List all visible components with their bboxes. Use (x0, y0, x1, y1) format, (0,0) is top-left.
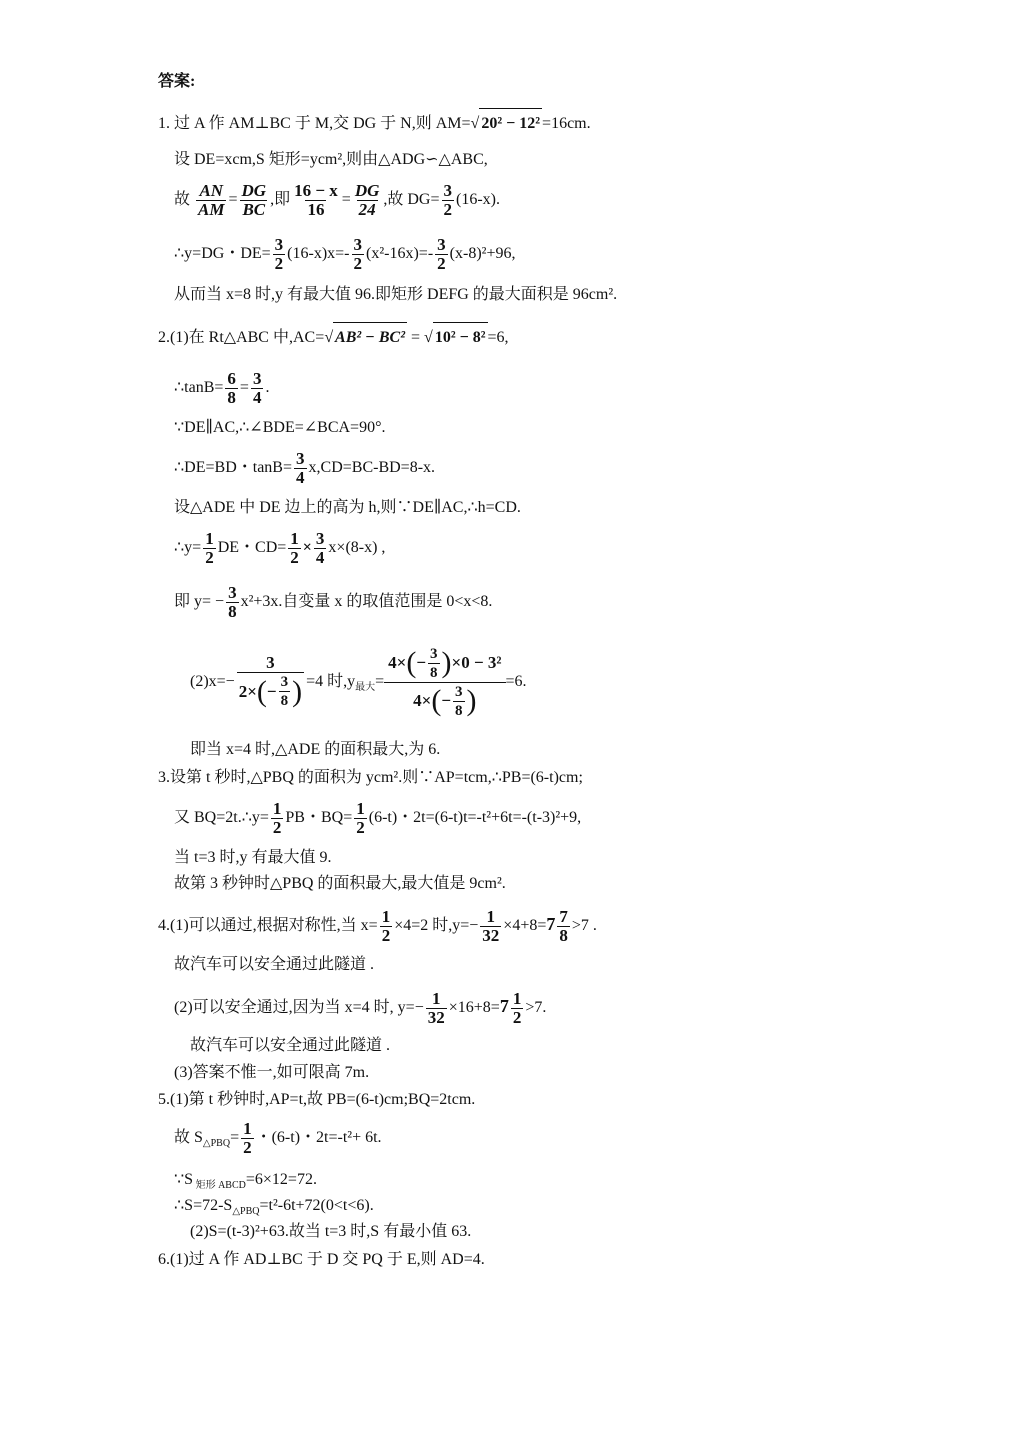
p1-line5: 从而当 x=8 时,y 有最大值 96.即矩形 DEFG 的最大面积是 96cm². (174, 286, 618, 303)
fraction: $\frac{3}{4}$ (296, 448, 305, 487)
fraction: $\frac{3}{8}$ (228, 582, 237, 621)
fraction: $\frac{3}{2}$ (437, 234, 446, 273)
fraction: $\frac{7}{8}$ (559, 906, 568, 945)
fraction: $\frac{1}{2}$ (243, 1118, 252, 1157)
p2-line6: ∴y= $\frac{1}{2}$ DE・CD= $\frac{1}{2}$ × $\frac{3}{4}$ x×(8-x) , (174, 528, 386, 567)
p5-line2: 故 $S_{\triangle PBQ}=$ $\frac{1}{2}$ ・(6-t)・2t=-t²+ 6t. (174, 1118, 382, 1157)
p3-line4: 故第 3 秒钟时△PBQ 的面积最大,最大值是 9cm². (174, 875, 506, 892)
fraction: 4× ( − $\frac{3}{8}$ ) ×0 − 3² 4× ( − $\frac{3}{8}$ ) (386, 645, 503, 720)
fraction: $\frac{16 - x}{16}$ (294, 180, 338, 219)
fraction: $\frac{1}{2}$ (290, 528, 299, 567)
fraction: $\frac{3}{2}$ (443, 180, 453, 219)
fraction: $\frac{3}{4}$ (315, 528, 325, 567)
fraction: $\frac{3}{2}$ (274, 234, 284, 273)
p3-line2: 又 BQ=2t.∴y= $\frac{1}{2}$ PB・BQ= $\frac{1}{2}$ (6-t)・2t=(6-t)t=-t²+6t=-(t-3)²+9, (174, 798, 582, 837)
fraction: 3 2× ( − $\frac{3}{8}$ ) (238, 653, 303, 710)
p4-line5: (3)答案不惟一,如可限高 7m. (174, 1064, 370, 1081)
p5-line3: ∵S $_{矩形 ABCD}$=6×12=72. (174, 1171, 317, 1192)
fraction: $\frac{1}{2}$ (356, 798, 365, 837)
answer-heading: 答案: (158, 73, 196, 90)
fraction: $\frac{1}{2}$ (512, 988, 522, 1027)
p2-line8: (2)x=− 3 2× ( − $\frac{3}{8}$ ) =4 时$,y_{最大}=$ 4× ( − $\frac{3}{8}$ ) ×0 − 3² 4× ( − $\frac{3}{8}$ ) =6. (190, 645, 527, 719)
sqrt-symbol: √ 10² − 8² (424, 322, 488, 353)
p2-line1: 2.(1)在 Rt△ABC 中,AC=√ AB² − BC² = √ 10² − 8² =6, (158, 322, 509, 352)
sqrt-symbol: √ AB² − BC² (324, 322, 407, 353)
p4-line2: 故汽车可以安全通过此隧道 . (174, 956, 375, 973)
p4-line4: 故汽车可以安全通过此隧道 . (190, 1037, 391, 1054)
fraction: $\frac{6}{8}$ (227, 368, 236, 407)
p4-line1: 4.(1)可以通过,根据对称性,当 x= $\frac{1}{2}$ ×4=2 时,y=− $\frac{1}{32}$ ×4+8=7 $\frac{7}{8}$ >7 . (158, 906, 597, 945)
p1-line2: 设 DE=xcm,S 矩形=ycm²,则由△ADG∽△ABC, (174, 151, 488, 168)
fraction: $\frac{1}{2}$ (272, 798, 282, 837)
p5-line1: 5.(1)第 t 秒钟时,AP=t,故 PB=(6-t)cm;BQ=2tcm. (158, 1091, 476, 1108)
fraction: $\frac{3}{4}$ (252, 368, 262, 407)
fraction: $\frac{1}{32}$ (482, 906, 500, 945)
p2-line5: 设△ADE 中 DE 边上的高为 h,则∵DE∥AC,∴h=CD. (174, 499, 521, 516)
p3-line3: 当 t=3 时,y 有最大值 9. (174, 849, 332, 866)
p2-line4: ∴DE=BD・tanB= $\frac{3}{4}$ x,CD=BC-BD=8-x. (174, 448, 436, 487)
fraction: $\frac{AN}{AM}$ (198, 180, 225, 219)
p2-line2: ∴tanB= $\frac{6}{8}$ = $\frac{3}{4}$ . (174, 368, 270, 407)
fraction: $\frac{1}{2}$ (205, 528, 214, 567)
fraction: $\frac{DG}{BC}$ (241, 180, 267, 219)
p5-line4: $\therefore S=72-S_{\triangle PBQ}=t^2-6t+72(0<t<6)$. (174, 1197, 374, 1218)
p1-line3: 故 $\frac{AN}{AM}$ = $\frac{DG}{BC}$ ,即 $\frac{16 - x}{16}$ = $\frac{DG}{24}$ ,故 DG= $\frac{3}{2}$ (16-x). (174, 180, 500, 219)
fraction: $\frac{3}{2}$ (353, 234, 363, 273)
p1-line4: ∴y=DG・DE= $\frac{3}{2}$ (16-x)x=- $\frac{3}{2}$ (x²-16x)=- $\frac{3}{2}$ (x-8)²+96, (174, 234, 516, 273)
p6-line1: 6.(1)过 A 作 AD⊥BC 于 D 交 PQ 于 E,则 AD=4. (158, 1251, 485, 1268)
p3-line1: 3.设第 t 秒时,△PBQ 的面积为 ycm².则∵AP=tcm,∴PB=(6-t)cm; (158, 769, 583, 786)
p5-line5: (2)S=(t-3)²+63.故当 t=3 时,S 有最小值 63. (190, 1223, 472, 1240)
p4-line3: (2)可以安全通过,因为当 x=4 时, y=− $\frac{1}{32}$ ×16+8=7 $\frac{1}{2}$ >7. (174, 988, 547, 1027)
fraction: $\frac{DG}{24}$ (354, 180, 380, 219)
p2-line3: ∵DE∥AC,∴∠BDE=∠BCA=90°. (174, 419, 386, 436)
sqrt-symbol: √ 20² − 12² (471, 108, 543, 139)
p1-line1: 1. 过 A 作 AM⊥BC 于 M,交 DG 于 N,则 AM=√ 20² − 12² =16cm. (158, 108, 591, 138)
fraction: $\frac{1}{2}$ (381, 906, 391, 945)
p2-line9: 即当 x=4 时,△ADE 的面积最大,为 6. (190, 741, 441, 758)
p2-line7: 即 y= − $\frac{3}{8}$ x²+3x.自变量 x 的取值范围是 0<x<8. (174, 582, 493, 621)
fraction: $\frac{1}{32}$ (427, 988, 445, 1027)
